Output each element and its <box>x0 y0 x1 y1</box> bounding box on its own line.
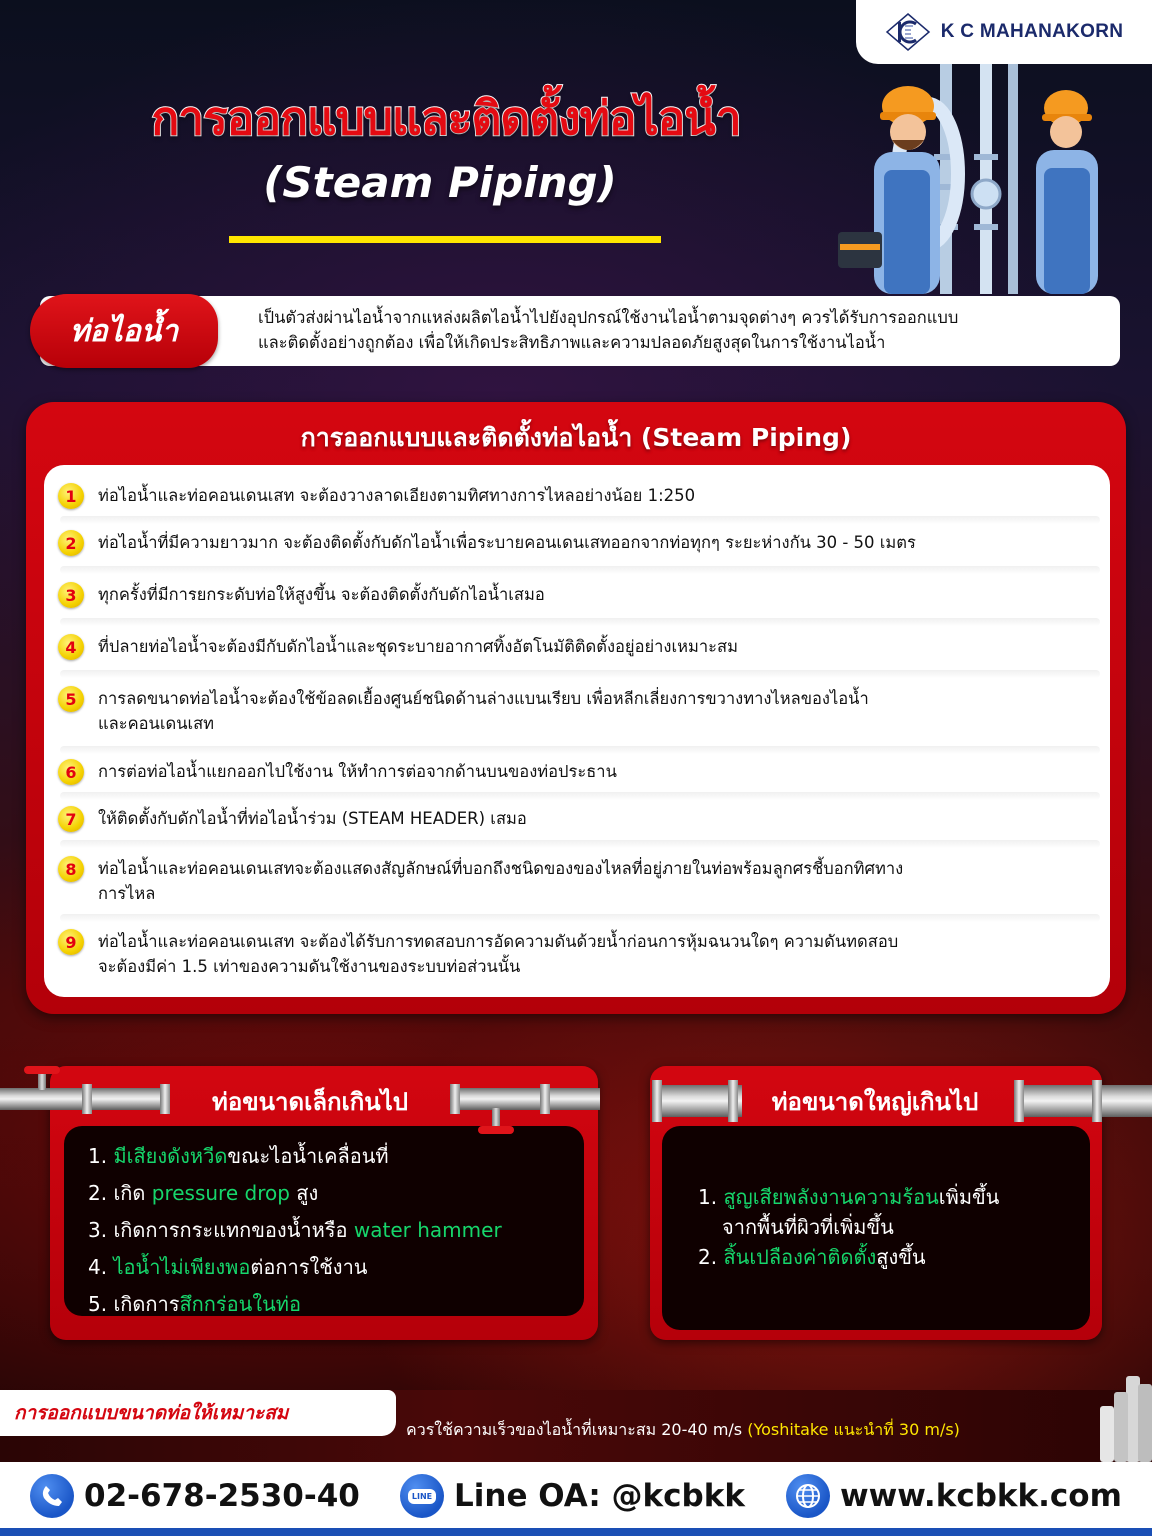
divider <box>60 618 1100 626</box>
title-underline <box>229 236 661 243</box>
large-pipe-title: ท่อขนาดใหญ่เกินไป <box>771 1088 979 1116</box>
red-valve-handle-icon <box>24 1066 60 1074</box>
divider <box>60 516 1100 524</box>
brand-logo <box>856 0 1152 64</box>
small-pipe-item: 4. ไอน้ำไม่เพียงพอต่อการใช้งาน <box>88 1255 368 1279</box>
pipe-joint <box>1092 1080 1102 1122</box>
rule-text: ท่อไอน้ำและท่อคอนเดนเสท จะต้องวางลาดเอียงตามทิศทางการไหลอย่างน้อย 1:250 <box>98 486 696 505</box>
line-badge: LINE <box>408 1489 436 1504</box>
rule-item <box>58 929 1098 979</box>
number-badge: 5 <box>58 686 84 712</box>
number-badge: 9 <box>58 929 84 955</box>
number-badge: 7 <box>58 806 84 832</box>
website-url[interactable]: www.kcbkk.com <box>840 1478 1122 1514</box>
globe-icon <box>786 1474 830 1518</box>
rule-text-cont: และคอนเดนเสท <box>98 714 215 733</box>
footer-accent-bar <box>0 1528 1152 1536</box>
phone-number[interactable]: 02-678-2530-40 <box>84 1478 360 1514</box>
sizing-label: การออกแบบขนาดท่อให้เหมาะสม <box>14 1402 289 1424</box>
divider <box>60 670 1100 678</box>
pipe-decoration <box>450 1088 600 1110</box>
number-badge: 6 <box>58 759 84 785</box>
line-contact[interactable] <box>400 1474 745 1518</box>
number-badge: 3 <box>58 582 84 608</box>
number-badge: 8 <box>58 856 84 882</box>
definition-line-1: เป็นตัวส่งผ่านไอน้ำจากแหล่งผลิตไอน้ำไปยังอุปกรณ์ใช้งานไอน้ำตามจุดต่างๆ ควรได้รับการออกแบบ <box>258 308 959 327</box>
large-pipe-item-cont: จากพื้นที่ผิวที่เพิ่มขึ้น <box>722 1215 894 1239</box>
page-title: การออกแบบและติดตั้งท่อไอน้ำ <box>151 91 741 145</box>
pipe-joint <box>450 1084 460 1114</box>
pipe-decoration <box>1014 1085 1152 1117</box>
rule-item <box>58 582 1098 608</box>
number-badge: 4 <box>58 634 84 660</box>
pipe-joint <box>728 1080 738 1122</box>
rule-item <box>58 634 1098 660</box>
rule-text: ท่อไอน้ำและท่อคอนเดนเสทจะต้องแสดงสัญลักษณ์ที่บอกถึงชนิดของของไหลที่อยู่ภายในท่อพร้อมลูกศรชี้บอกทิศทาง <box>98 859 904 878</box>
rule-text: ท่อไอน้ำที่มีความยาวมาก จะต้องติดตั้งกับดักไอน้ำเพื่อระบายคอนเดนเสทออกจากท่อทุกๆ ระยะห่างกัน 30 - 50 เมตร <box>98 533 916 552</box>
website-contact[interactable] <box>786 1474 1122 1518</box>
rule-item <box>58 806 1098 832</box>
two-workers-with-steam-pipes-illustration <box>830 64 1130 294</box>
rule-text-cont: จะต้องมีค่า 1.5 เท่าของความดันใช้งานของระบบท่อส่วนนั้น <box>98 957 521 976</box>
rule-item <box>58 530 1098 556</box>
pipe-joint <box>540 1084 550 1114</box>
divider <box>60 914 1100 922</box>
rule-text: ให้ติดตั้งกับดักไอน้ำที่ท่อไอน้ำร่วม (STEAM HEADER) เสมอ <box>98 809 527 828</box>
small-pipe-title: ท่อขนาดเล็กเกินไป <box>212 1088 408 1116</box>
rule-item <box>58 483 1098 509</box>
pipe-joint <box>652 1080 662 1122</box>
small-pipe-item: 3. เกิดการกระแทกของน้ำหรือ water hammer <box>88 1218 502 1242</box>
stacked-pipes-icon <box>1096 1376 1152 1462</box>
rule-text-cont: การไหล <box>98 884 156 903</box>
red-valve-handle-icon <box>478 1126 514 1134</box>
rule-text: ทุกครั้งที่มีการยกระดับท่อให้สูงขึ้น จะต้องติดตั้งกับดักไอน้ำเสมอ <box>98 585 545 604</box>
rule-item <box>58 759 1098 785</box>
definition-text <box>258 305 1108 355</box>
small-pipe-item: 5. เกิดการสึกกร่อนในท่อ <box>88 1292 301 1316</box>
number-badge: 1 <box>58 483 84 509</box>
line-app-icon <box>400 1474 444 1518</box>
rule-text: ที่ปลายท่อไอน้ำจะต้องมีกับดักไอน้ำและชุดระบายอากาศทิ้งอัตโนมัติติดตั้งอยู่อย่างเหมาะสม <box>98 637 738 656</box>
kc-diamond-logo-icon <box>885 12 931 52</box>
small-pipe-item: 1. มีเสียงดังหวีดขณะไอน้ำเคลื่อนที่ <box>88 1144 389 1168</box>
guidelines-title: การออกแบบและติดตั้งท่อไอน้ำ (Steam Piping) <box>300 423 852 452</box>
rule-text: การต่อท่อไอน้ำแยกออกไปใช้งาน ให้ทำการต่อจากด้านบนของท่อประธาน <box>98 762 617 781</box>
divider <box>60 792 1100 800</box>
number-badge: 2 <box>58 530 84 556</box>
pipe-joint <box>1014 1080 1024 1122</box>
phone-contact[interactable] <box>30 1474 360 1518</box>
divider <box>60 566 1100 574</box>
pipe-joint <box>82 1084 92 1114</box>
sizing-text: ควรใช้ความเร็วของไอน้ำที่เหมาะสม 20-40 m/s (Yoshitake แนะนำที่ 30 m/s) <box>406 1420 960 1439</box>
rule-item <box>58 686 1098 736</box>
rule-text: ท่อไอน้ำและท่อคอนเดนเสท จะต้องได้รับการทดสอบการอัดความดันด้วยน้ำก่อนการหุ้มฉนวนใดๆ ความดันทดสอบ <box>98 932 899 951</box>
phone-icon <box>30 1474 74 1518</box>
line-id[interactable]: Line OA: @kcbkk <box>454 1478 745 1514</box>
large-pipe-item: 1. สูญเสียพลังงานความร้อนเพิ่มขึ้น <box>698 1185 1000 1209</box>
brand-name: K C MAHANAKORN <box>940 21 1124 42</box>
divider <box>60 746 1100 754</box>
valve-stem <box>492 1108 500 1128</box>
page-subtitle: (Steam Piping) <box>263 158 617 207</box>
definition-label-pill <box>30 294 218 368</box>
pipe-joint <box>160 1084 170 1114</box>
large-pipe-item: 2. สิ้นเปลืองค่าติดตั้งสูงขึ้น <box>698 1245 926 1269</box>
rule-item <box>58 856 1098 906</box>
divider <box>60 840 1100 848</box>
small-pipe-item: 2. เกิด pressure drop สูง <box>88 1181 319 1205</box>
sizing-label-pill <box>0 1390 396 1436</box>
definition-line-2: และติดตั้งอย่างถูกต้อง เพื่อให้เกิดประสิทธิภาพและความปลอดภัยสูงสุดในการใช้งานไอน้ำ <box>258 333 886 352</box>
rule-text: การลดขนาดท่อไอน้ำจะต้องใช้ข้อลดเยื้องศูนย์ชนิดด้านล่างแบนเรียบ เพื่อหลีกเลี่ยงการขวางทางไหลของไอน้ำ <box>98 689 869 708</box>
definition-label: ท่อไอน้ำ <box>69 313 179 349</box>
